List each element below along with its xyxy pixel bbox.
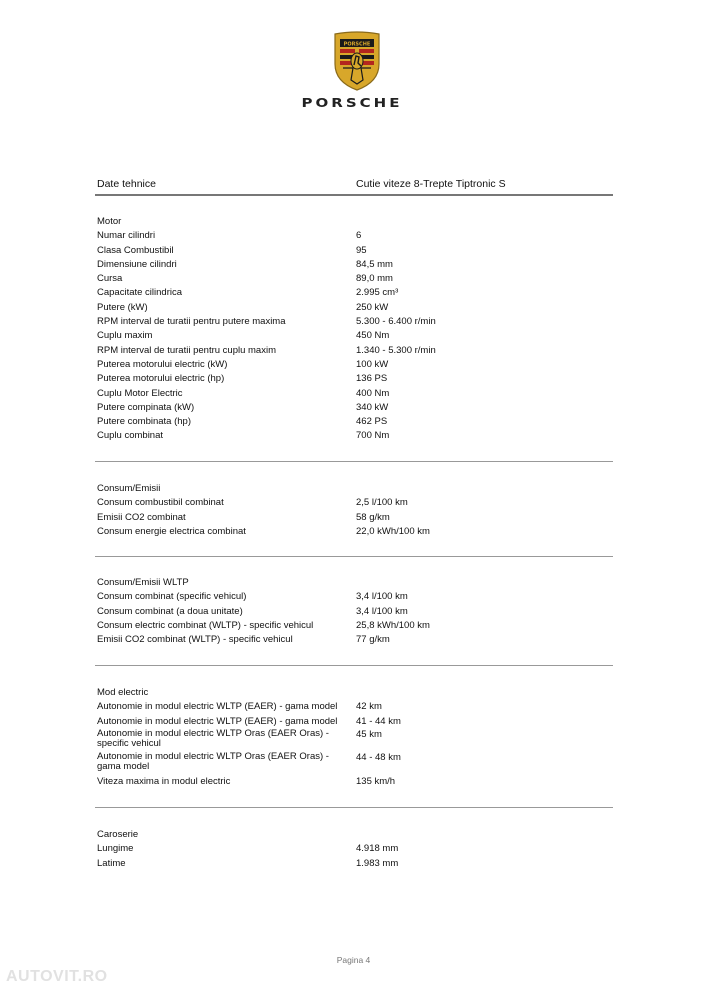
spec-label: Putere compinata (kW) xyxy=(97,401,195,413)
spec-row xyxy=(97,387,613,401)
spec-label: Puterea motorului electric (kW) xyxy=(97,358,228,370)
section-title: Consum/Emisii WLTP xyxy=(97,577,189,588)
spec-value: 1.983 mm xyxy=(356,857,399,869)
spec-value: 100 kW xyxy=(356,358,389,370)
section-motor xyxy=(97,215,613,444)
spec-row xyxy=(97,605,613,619)
section-title: Mod electric xyxy=(97,687,149,698)
spec-row xyxy=(97,511,613,525)
spec-label: Autonomie in modul electric WLTP (EAER) - gama model xyxy=(97,701,338,713)
spec-value: 95 xyxy=(356,244,367,256)
spec-label: Emisii CO2 combinat xyxy=(97,511,186,523)
spec-row xyxy=(97,244,613,258)
section-divider xyxy=(95,556,613,557)
spec-label: Capacitate cilindrica xyxy=(97,287,183,299)
spec-row xyxy=(97,358,613,372)
spec-label: RPM interval de turatii pentru putere maxima xyxy=(97,316,286,328)
section-consum-emisii xyxy=(97,482,613,539)
spec-value: 340 kW xyxy=(356,401,389,413)
spec-value: 84,5 mm xyxy=(356,258,393,270)
spec-label: Puterea motorului electric (hp) xyxy=(97,373,225,385)
spec-value: 1.340 - 5.300 r/min xyxy=(356,344,436,356)
spec-row xyxy=(97,775,613,789)
header-left-label: Date tehnice xyxy=(97,178,156,190)
spec-row xyxy=(97,229,613,243)
spec-label: Cuplu combinat xyxy=(97,430,164,442)
spec-value: 400 Nm xyxy=(356,387,390,399)
watermark: AUTOVIT.RO xyxy=(6,968,108,985)
porsche-crest-icon xyxy=(331,30,383,92)
spec-value: 5.300 - 6.400 r/min xyxy=(356,316,436,328)
spec-row xyxy=(97,429,613,443)
spec-row xyxy=(97,633,613,647)
spec-value: 250 kW xyxy=(356,301,389,313)
spec-value: 44 - 48 km xyxy=(356,751,401,763)
table-header xyxy=(97,178,613,194)
page-number: Pagina 4 xyxy=(336,955,371,965)
section-divider xyxy=(95,665,613,666)
spec-value: 450 Nm xyxy=(356,330,390,342)
section-divider xyxy=(95,807,613,808)
section-caroserie xyxy=(97,828,613,871)
spec-row xyxy=(97,329,613,343)
spec-value: 58 g/km xyxy=(356,511,390,523)
spec-value: 22,0 kWh/100 km xyxy=(356,525,430,537)
spec-row xyxy=(97,525,613,539)
section-title: Motor xyxy=(97,216,122,227)
header-right-label: Cutie viteze 8-Trepte Tiptronic S xyxy=(356,178,506,190)
spec-label: Cuplu maxim xyxy=(97,330,153,342)
spec-row xyxy=(97,590,613,604)
spec-row xyxy=(97,729,613,752)
spec-label: Autonomie in modul electric WLTP Oras (EAER Oras) - gama model xyxy=(97,750,329,772)
spec-value: 3,4 l/100 km xyxy=(356,605,408,617)
section-mod-electric xyxy=(97,686,613,789)
spec-value: 135 km/h xyxy=(356,775,396,787)
spec-row xyxy=(97,752,613,775)
section-title: Consum/Emisii xyxy=(97,483,161,494)
spec-row xyxy=(97,700,613,714)
section-consum-wltp xyxy=(97,576,613,647)
spec-label: Cursa xyxy=(97,273,123,285)
crest-text: PORSCHE xyxy=(343,41,371,48)
spec-row xyxy=(97,619,613,633)
spec-label: Cuplu Motor Electric xyxy=(97,387,183,399)
spec-row xyxy=(97,415,613,429)
spec-row xyxy=(97,715,613,729)
spec-row xyxy=(97,496,613,510)
spec-value: 45 km xyxy=(356,728,382,740)
spec-label: Consum combustibil combinat xyxy=(97,497,224,509)
spec-value: 42 km xyxy=(356,701,382,713)
spec-label: Putere combinata (hp) xyxy=(97,416,191,428)
spec-label: Clasa Combustibil xyxy=(97,244,174,256)
spec-value: 462 PS xyxy=(356,416,388,428)
spec-value: 2.995 cm³ xyxy=(356,287,399,299)
spec-row xyxy=(97,258,613,272)
spec-value: 136 PS xyxy=(356,373,388,385)
spec-value: 4.918 mm xyxy=(356,843,399,855)
spec-value: 41 - 44 km xyxy=(356,715,401,727)
spec-label: Autonomie in modul electric WLTP Oras (EAER Oras) - specific vehicul xyxy=(97,727,329,749)
spec-label: Putere (kW) xyxy=(97,301,148,313)
spec-label: Consum combinat (a doua unitate) xyxy=(97,605,243,617)
spec-row xyxy=(97,857,613,871)
spec-label: Autonomie in modul electric WLTP (EAER) - gama model xyxy=(97,715,338,727)
spec-label: Lungime xyxy=(97,843,134,855)
porsche-wordmark: PORSCHE xyxy=(301,95,403,111)
spec-row xyxy=(97,301,613,315)
spec-value: 77 g/km xyxy=(356,634,390,646)
spec-label: Viteza maxima in modul electric xyxy=(97,775,231,787)
spec-row xyxy=(97,286,613,300)
spec-row xyxy=(97,272,613,286)
spec-row xyxy=(97,842,613,856)
spec-label: Latime xyxy=(97,857,126,869)
spec-label: Consum electric combinat (WLTP) - specific vehicul xyxy=(97,619,314,631)
spec-label: Consum energie electrica combinat xyxy=(97,525,246,537)
spec-row xyxy=(97,372,613,386)
spec-value: 25,8 kWh/100 km xyxy=(356,619,430,631)
spec-label: Emisii CO2 combinat (WLTP) - specific vehicul xyxy=(97,634,293,646)
spec-value: 3,4 l/100 km xyxy=(356,591,408,603)
spec-row xyxy=(97,344,613,358)
spec-label: Consum combinat (specific vehicul) xyxy=(97,591,247,603)
section-title: Caroserie xyxy=(97,829,139,840)
spec-value: 89,0 mm xyxy=(356,273,393,285)
spec-row xyxy=(97,401,613,415)
header-divider xyxy=(95,194,613,196)
spec-label: Numar cilindri xyxy=(97,230,156,242)
spec-value: 2,5 l/100 km xyxy=(356,497,408,509)
spec-value: 6 xyxy=(356,230,362,242)
section-divider xyxy=(95,461,613,462)
spec-label: Dimensiune cilindri xyxy=(97,258,177,270)
spec-row xyxy=(97,315,613,329)
spec-value: 700 Nm xyxy=(356,430,390,442)
spec-label: RPM interval de turatii pentru cuplu maxim xyxy=(97,344,276,356)
